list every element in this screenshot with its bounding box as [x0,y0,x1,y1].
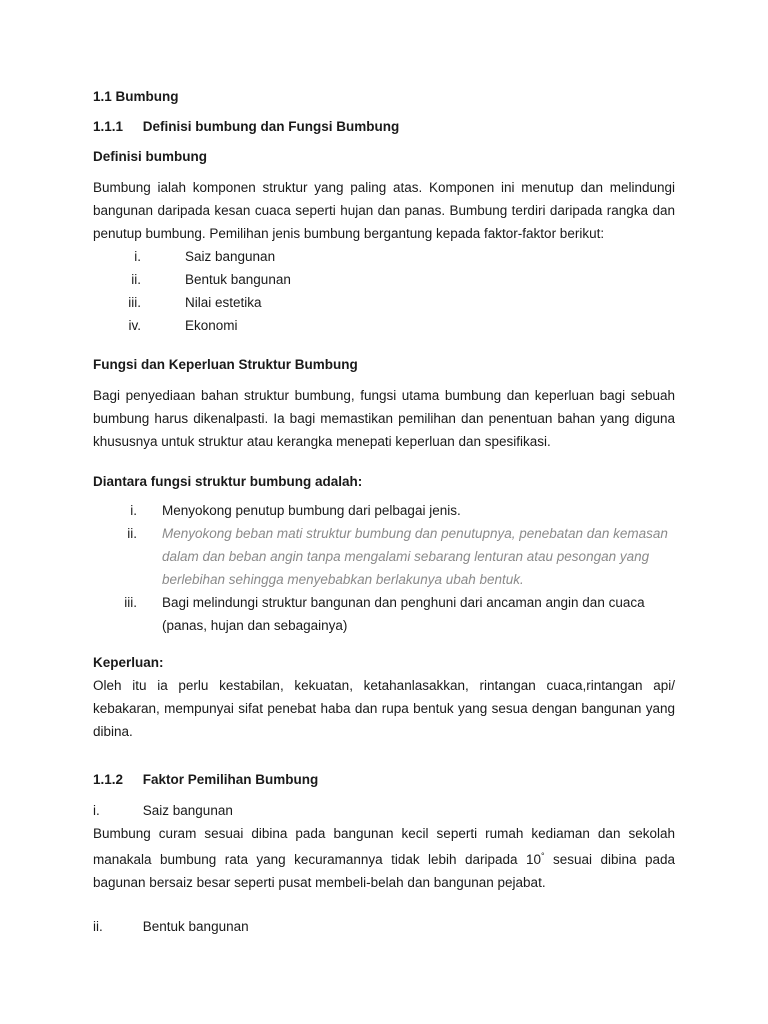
list-text: Menyokong beban mati struktur bumbung dan penutupnya, penebatan dan kemasan dalam dan beban angin tanpa mengalami sebarang lenturan atau pesongan yang berlebihan sehingga menyebabkan berlakunya ubah bentuk. [162,526,668,587]
list-item [93,268,675,291]
degree-symbol: ° [540,851,545,861]
list-marker: ii. [127,526,137,541]
list-text: Bentuk bangunan [185,272,291,287]
paragraph-text: Bumbung curam sesuai dibina pada bangunan kecil seperti rumah kediaman dan sekolah manakala bumbung rata yang kecuramannya tidak lebih daripada 10 [93,826,675,867]
list-text: Ekonomi [185,318,238,333]
heading-number: 1.1.2 [93,772,124,787]
heading-definisi: Definisi bumbung [93,149,207,164]
list-item [93,522,675,591]
heading-fungsi: Fungsi dan Keperluan Struktur Bumbung [93,357,358,372]
list-text: Bagi melindungi struktur bangunan dan penghuni dari ancaman angin dan cuaca (panas, hujan dan sebagainya) [162,595,645,633]
list-text: Saiz bangunan [185,249,276,264]
list-marker: i. [93,803,100,818]
factor-list [93,245,675,337]
list-marker: i. [134,249,141,264]
list-marker: iii. [124,595,137,610]
list-item [93,499,675,522]
heading-number: 1.1.1 [93,119,124,134]
paragraph-saiz [93,822,675,894]
heading-diantara: Diantara fungsi struktur bumbung adalah: [93,474,363,489]
heading-text: Faktor Pemilihan Bumbung [142,772,319,787]
list-text: Menyokong penutup bumbung dari pelbagai jenis. [162,503,461,518]
list-marker: ii. [93,919,103,934]
list-marker: iii. [128,295,141,310]
list-text: Saiz bangunan [142,803,233,818]
paragraph-fungsi: Bagi penyediaan bahan struktur bumbung, fungsi utama bumbung dan keperluan bagi sebuah bumbung harus dikenalpasti. Ia bagi memastikan pemilihan dan penentuan bahan yang diguna khususnya untuk struktur atau kerangka menepati keperluan dan spesifikasi. [93,388,675,449]
factor-heading-saiz [93,799,675,822]
heading-keperluan: Keperluan: [93,655,164,670]
list-marker: iv. [128,318,141,333]
paragraph-definisi: Bumbung ialah komponen struktur yang paling atas. Komponen ini menutup dan melindungi bangunan daripada kesan cuaca seperti hujan dan panas. Bumbung terdiri daripada rangka dan penutup bumbung. Pemilihan jenis bumbung bergantung kepada faktor-faktor berikut: [93,180,675,241]
list-text: Nilai estetika [185,295,262,310]
paragraph-keperluan: Oleh itu ia perlu kestabilan, kekuatan, ketahanlasakkan, rintangan cuaca,rintangan api/ kebakaran, mempunyai sifat penebat haba dan rupa bentuk yang sesua dengan bangunan yang dibina. [93,678,675,739]
paragraph-text: sesuai dibina pada bagunan bersaiz besar seperti pusat membeli-belah dan bangunan pejabat. [93,852,675,890]
list-marker: i. [130,503,137,518]
list-item [93,245,675,268]
list-text: Bentuk bangunan [142,919,249,934]
list-item [93,291,675,314]
heading-1-1-2 [93,768,675,791]
heading-text: Definisi bumbung dan Fungsi Bumbung [142,119,400,134]
list-item [93,314,675,337]
heading-1-1: 1.1 Bumbung [93,89,179,104]
list-item [93,591,675,637]
heading-1-1-1 [93,115,675,138]
list-marker: ii. [131,272,141,287]
factor-heading-bentuk [93,915,675,938]
function-list [93,499,675,637]
